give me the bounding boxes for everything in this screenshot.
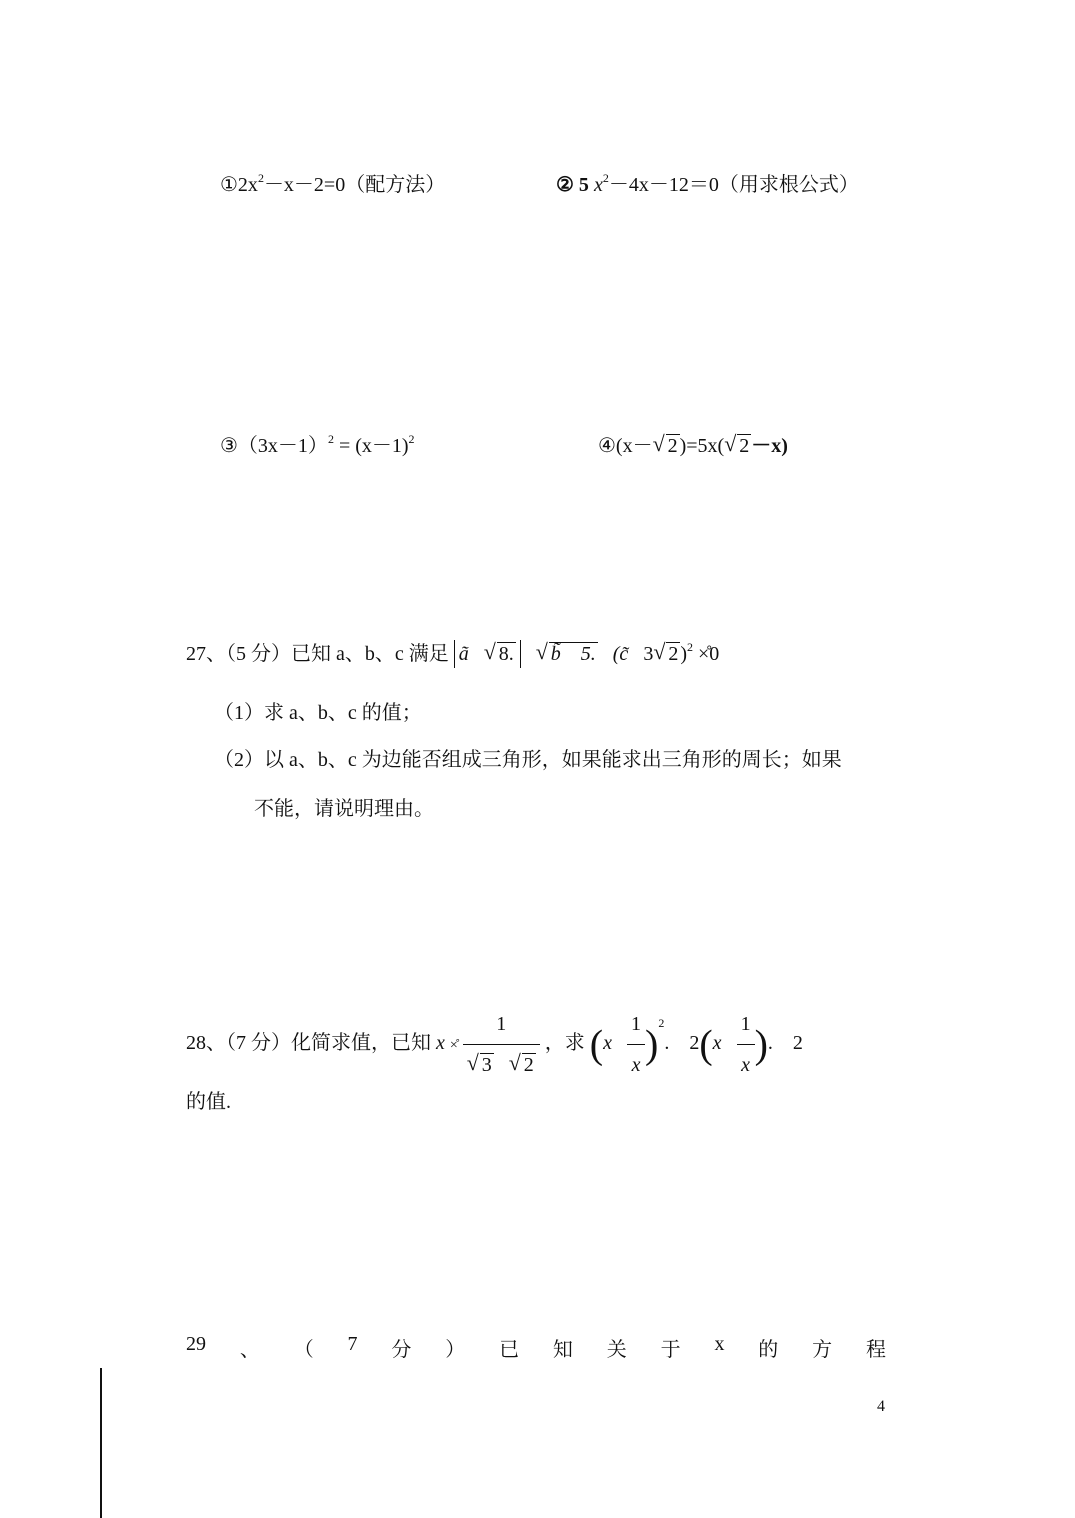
margin-rule bbox=[100, 1368, 102, 1518]
fraction-x-value: 1 √ 3 √ 2 bbox=[463, 1004, 540, 1085]
question-27-part-2: （2）以 a、b、c 为边能否组成三角形，如果能求出三角形的周长；如果 bbox=[214, 749, 842, 771]
question-29-stem: 29 、 （ 7 分 ） 已 知 关 于 x 的 方 程 bbox=[186, 1333, 886, 1361]
question-28-stem: 28、（7 分）化简求值，已知 x ×̊ 1 √ 3 √ 2 ，求 (x $\frac{1}{x}$ )$^2$. 2(x $\frac{1}{x}$ ). 2 bbox=[186, 1004, 803, 1064]
question-27-part-2-cont: 不能，请说明理由。 bbox=[254, 798, 434, 820]
equation-4: ④(x－√ 2 )=5x(√ 2 －x) bbox=[598, 434, 788, 458]
question-27-stem: 27、（5 分）已知 a、b、c 满足 ã √ 8. √ b̃ 5. (c̃ 3√ 2 )$^2$ ×̊0 bbox=[186, 640, 719, 668]
equation-3: $③(3x-1)^2 = (x-1)^2$ bbox=[220, 432, 415, 457]
equation-1: $①2x^2-x-2=0$（配方法） bbox=[220, 171, 446, 196]
abs-a-root8: ã √ 8. bbox=[454, 640, 521, 668]
sqrt-b-5: √ b̃ 5. bbox=[536, 642, 598, 666]
question-28-tail: 的值. bbox=[186, 1091, 231, 1113]
question-27-part-1: （1）求 a、b、c 的值； bbox=[214, 702, 422, 724]
equation-2: ② 5 $x^2-4x-12=0$（用求根公式） bbox=[556, 171, 859, 196]
page-number: 4 bbox=[877, 1398, 885, 1415]
